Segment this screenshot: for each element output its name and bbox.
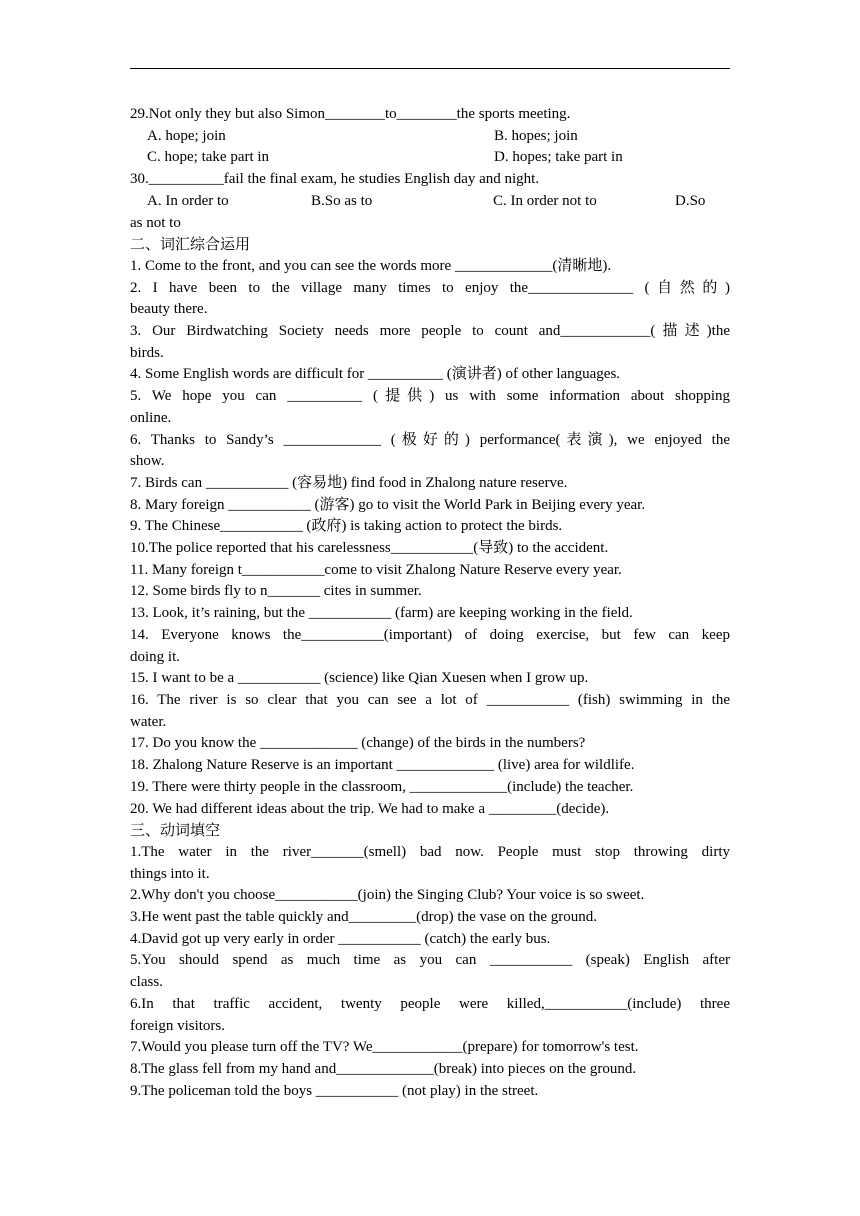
section-3-heading: 三、动词填空 <box>130 821 221 840</box>
section-3-line: class. <box>130 974 163 991</box>
section-3-line: things into it. <box>130 865 210 882</box>
section-3-line: 9.The policeman told the boys ___________ (not play) in the street. <box>130 1082 539 1099</box>
section-2-line: 5. We hope you can __________ (提供) us with some information about shopping <box>130 388 730 405</box>
section-2-line: 18. Zhalong Nature Reserve is an important _____________ (live) area for wildlife. <box>130 757 635 774</box>
section-2-heading: 二、词汇综合运用 <box>130 235 251 254</box>
section-2-line: 12. Some birds fly to n_______ cites in summer. <box>130 583 422 600</box>
option-30-a: A. In order to <box>147 192 229 209</box>
section-2-line: 7. Birds can ___________ (容易地) find food in Zhalong nature reserve. <box>130 474 568 491</box>
question-29-options-row2 <box>130 147 730 169</box>
section-2-line: 4. Some English words are difficult for __________ (演讲者) of other languages. <box>130 366 621 383</box>
section-2-line: 16. The river is so clear that you can see a lot of ___________ (fish) swimming in the <box>130 691 730 708</box>
section-2-line: 1. Come to the front, and you can see the words more _____________(清晰地). <box>130 257 612 274</box>
section-2-line: 10.The police reported that his carelessness___________(导致) to the accident. <box>130 540 609 557</box>
worksheet-content <box>130 104 730 1102</box>
question-30-options <box>130 191 730 213</box>
option-30-b: B.So as to <box>311 192 373 209</box>
option-29-a: A. hope; join <box>147 127 226 144</box>
section-2-line: birds. <box>130 344 164 361</box>
question-29-stem: 29.Not only they but also Simon________to________the sports meeting. <box>130 106 571 122</box>
section-2-line: 17. Do you know the _____________ (change) of the birds in the numbers? <box>130 735 586 752</box>
section-2-line: water. <box>130 713 167 730</box>
section-2-line: beauty there. <box>130 301 208 318</box>
section-3-line: 5.You should spend as much time as you can ___________ (speak) English after <box>130 952 730 969</box>
section-2-items <box>130 256 730 820</box>
option-30-d-continuation: as not to <box>130 214 181 231</box>
option-30-d: D.So <box>675 192 706 209</box>
section-2-line: 11. Many foreign t___________come to visit Zhalong Nature Reserve every year. <box>130 561 622 578</box>
section-2-line: 6. Thanks to Sandy’s _____________ (极好的) performance(表演), we enjoyed the <box>130 431 730 448</box>
section-2-line: 8. Mary foreign ___________ (游客) go to visit the World Park in Beijing every year. <box>130 496 646 513</box>
section-3-items <box>130 842 730 1102</box>
section-2-line: doing it. <box>130 648 181 665</box>
section-2-line: 9. The Chinese___________ (政府) is taking action to protect the birds. <box>130 518 563 535</box>
option-29-b: B. hopes; join <box>494 127 578 144</box>
question-30-stem: 30.__________fail the final exam, he studies English day and night. <box>130 171 540 188</box>
question-29-options-row1 <box>130 126 730 148</box>
option-29-d: D. hopes; take part in <box>494 149 623 166</box>
option-29-c: C. hope; take part in <box>147 149 270 166</box>
section-3-line: 7.Would you please turn off the TV? We____________(prepare) for tomorrow's test. <box>130 1039 639 1056</box>
section-2-line: 19. There were thirty people in the classroom, _____________(include) the teacher. <box>130 778 634 795</box>
option-30-c: C. In order not to <box>493 192 597 209</box>
section-2-line: 2. I have been to the village many times to enjoy the______________ (自然的) <box>130 279 730 296</box>
section-3-line: 4.David got up very early in order ___________ (catch) the early bus. <box>130 930 551 947</box>
header-rule <box>130 68 730 69</box>
section-2-line: 14. Everyone knows the___________(important) of doing exercise, but few can keep <box>130 626 730 643</box>
section-3-line: 8.The glass fell from my hand and_____________(break) into pieces on the ground. <box>130 1060 637 1077</box>
section-2-line: 20. We had different ideas about the trip. We had to make a _________(decide). <box>130 800 610 817</box>
section-3-line: 6.In that traffic accident, twenty people were killed,___________(include) three <box>130 995 730 1012</box>
section-3-line: foreign visitors. <box>130 1017 225 1034</box>
section-3-line: 1.The water in the river_______(smell) bad now. People must stop throwing dirty <box>130 843 730 860</box>
section-2-line: show. <box>130 453 165 470</box>
section-2-line: 3. Our Birdwatching Society needs more people to count and____________(描述)the <box>130 323 730 340</box>
section-2-line: online. <box>130 409 172 426</box>
section-2-line: 13. Look, it’s raining, but the ___________ (farm) are keeping working in the field. <box>130 605 633 622</box>
section-3-line: 3.He went past the table quickly and_________(drop) the vase on the ground. <box>130 909 597 926</box>
section-2-line: 15. I want to be a ___________ (science) like Qian Xuesen when I grow up. <box>130 670 589 687</box>
section-3-line: 2.Why don't you choose___________(join) the Singing Club? Your voice is so sweet. <box>130 887 645 904</box>
